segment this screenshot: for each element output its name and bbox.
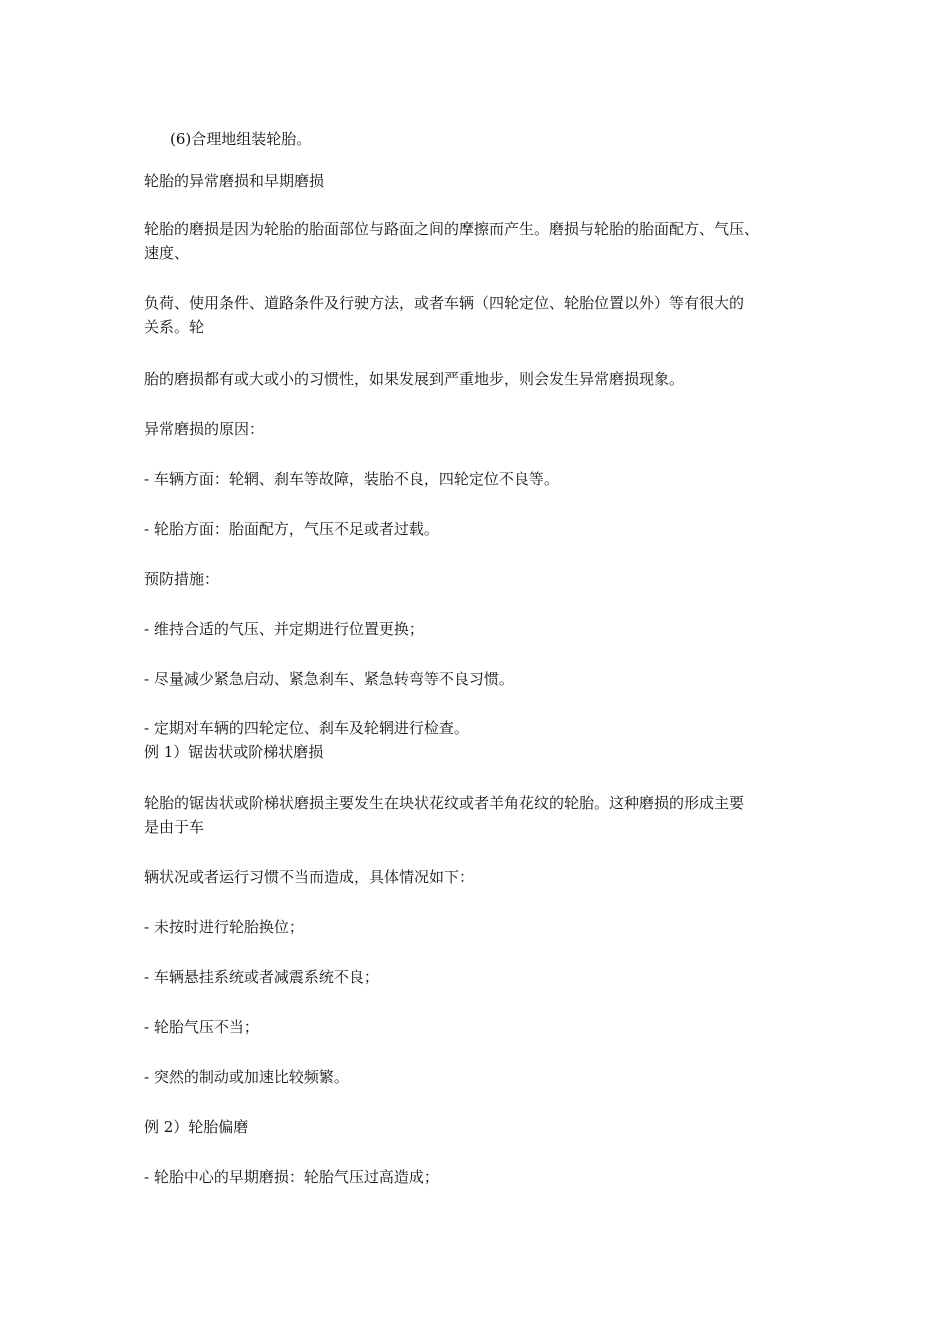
subheading-prevention: 预防措施： — [144, 570, 220, 588]
list-item: - 车辆悬挂系统或者减震系统不良； — [144, 968, 379, 986]
paragraph-line: 负荷、使用条件、道路条件及行驶方法，或者车辆（四轮定位、轮胎位置以外）等有很大的 — [144, 294, 745, 312]
paragraph-line: 是由于车 — [144, 818, 205, 836]
section-heading: 轮胎的异常磨损和早期磨损 — [144, 172, 325, 190]
example-heading-2: 例 2）轮胎偏磨 — [144, 1118, 249, 1136]
list-item: - 轮胎气压不当； — [144, 1018, 259, 1036]
list-item: - 尽量减少紧急启动、紧急刹车、紧急转弯等不良习惯。 — [144, 670, 514, 688]
list-item: - 突然的制动或加速比较频繁。 — [144, 1068, 349, 1086]
list-item: - 轮胎方面：胎面配方，气压不足或者过载。 — [144, 520, 439, 538]
list-item: - 车辆方面：轮辋、刹车等故障，装胎不良，四轮定位不良等。 — [144, 470, 559, 488]
paragraph-line: 胎的磨损都有或大或小的习惯性，如果发展到严重地步，则会发生异常磨损现象。 — [144, 370, 685, 388]
paragraph-line: 辆状况或者运行习惯不当而造成，具体情况如下： — [144, 868, 475, 886]
list-item: - 未按时进行轮胎换位； — [144, 918, 304, 936]
paragraph-line: 轮胎的磨损是因为轮胎的胎面部位与路面之间的摩擦而产生。磨损与轮胎的胎面配方、气压、 — [144, 220, 760, 238]
paragraph-line: 轮胎的锯齿状或阶梯状磨损主要发生在块状花纹或者羊角花纹的轮胎。这种磨损的形成主要 — [144, 794, 745, 812]
list-item: - 轮胎中心的早期磨损：轮胎气压过高造成； — [144, 1168, 439, 1186]
paragraph-line: 关系。轮 — [144, 318, 205, 336]
example-heading-1: 例 1）锯齿状或阶梯状磨损 — [144, 743, 324, 761]
list-item: - 定期对车辆的四轮定位、刹车及轮辋进行检查。 — [144, 719, 469, 737]
subheading-causes: 异常磨损的原因： — [144, 420, 265, 438]
paragraph-line: 速度、 — [144, 244, 190, 262]
list-item-6: (6)合理地组装轮胎。 — [170, 130, 312, 148]
list-item: - 维持合适的气压、并定期进行位置更换； — [144, 620, 424, 638]
